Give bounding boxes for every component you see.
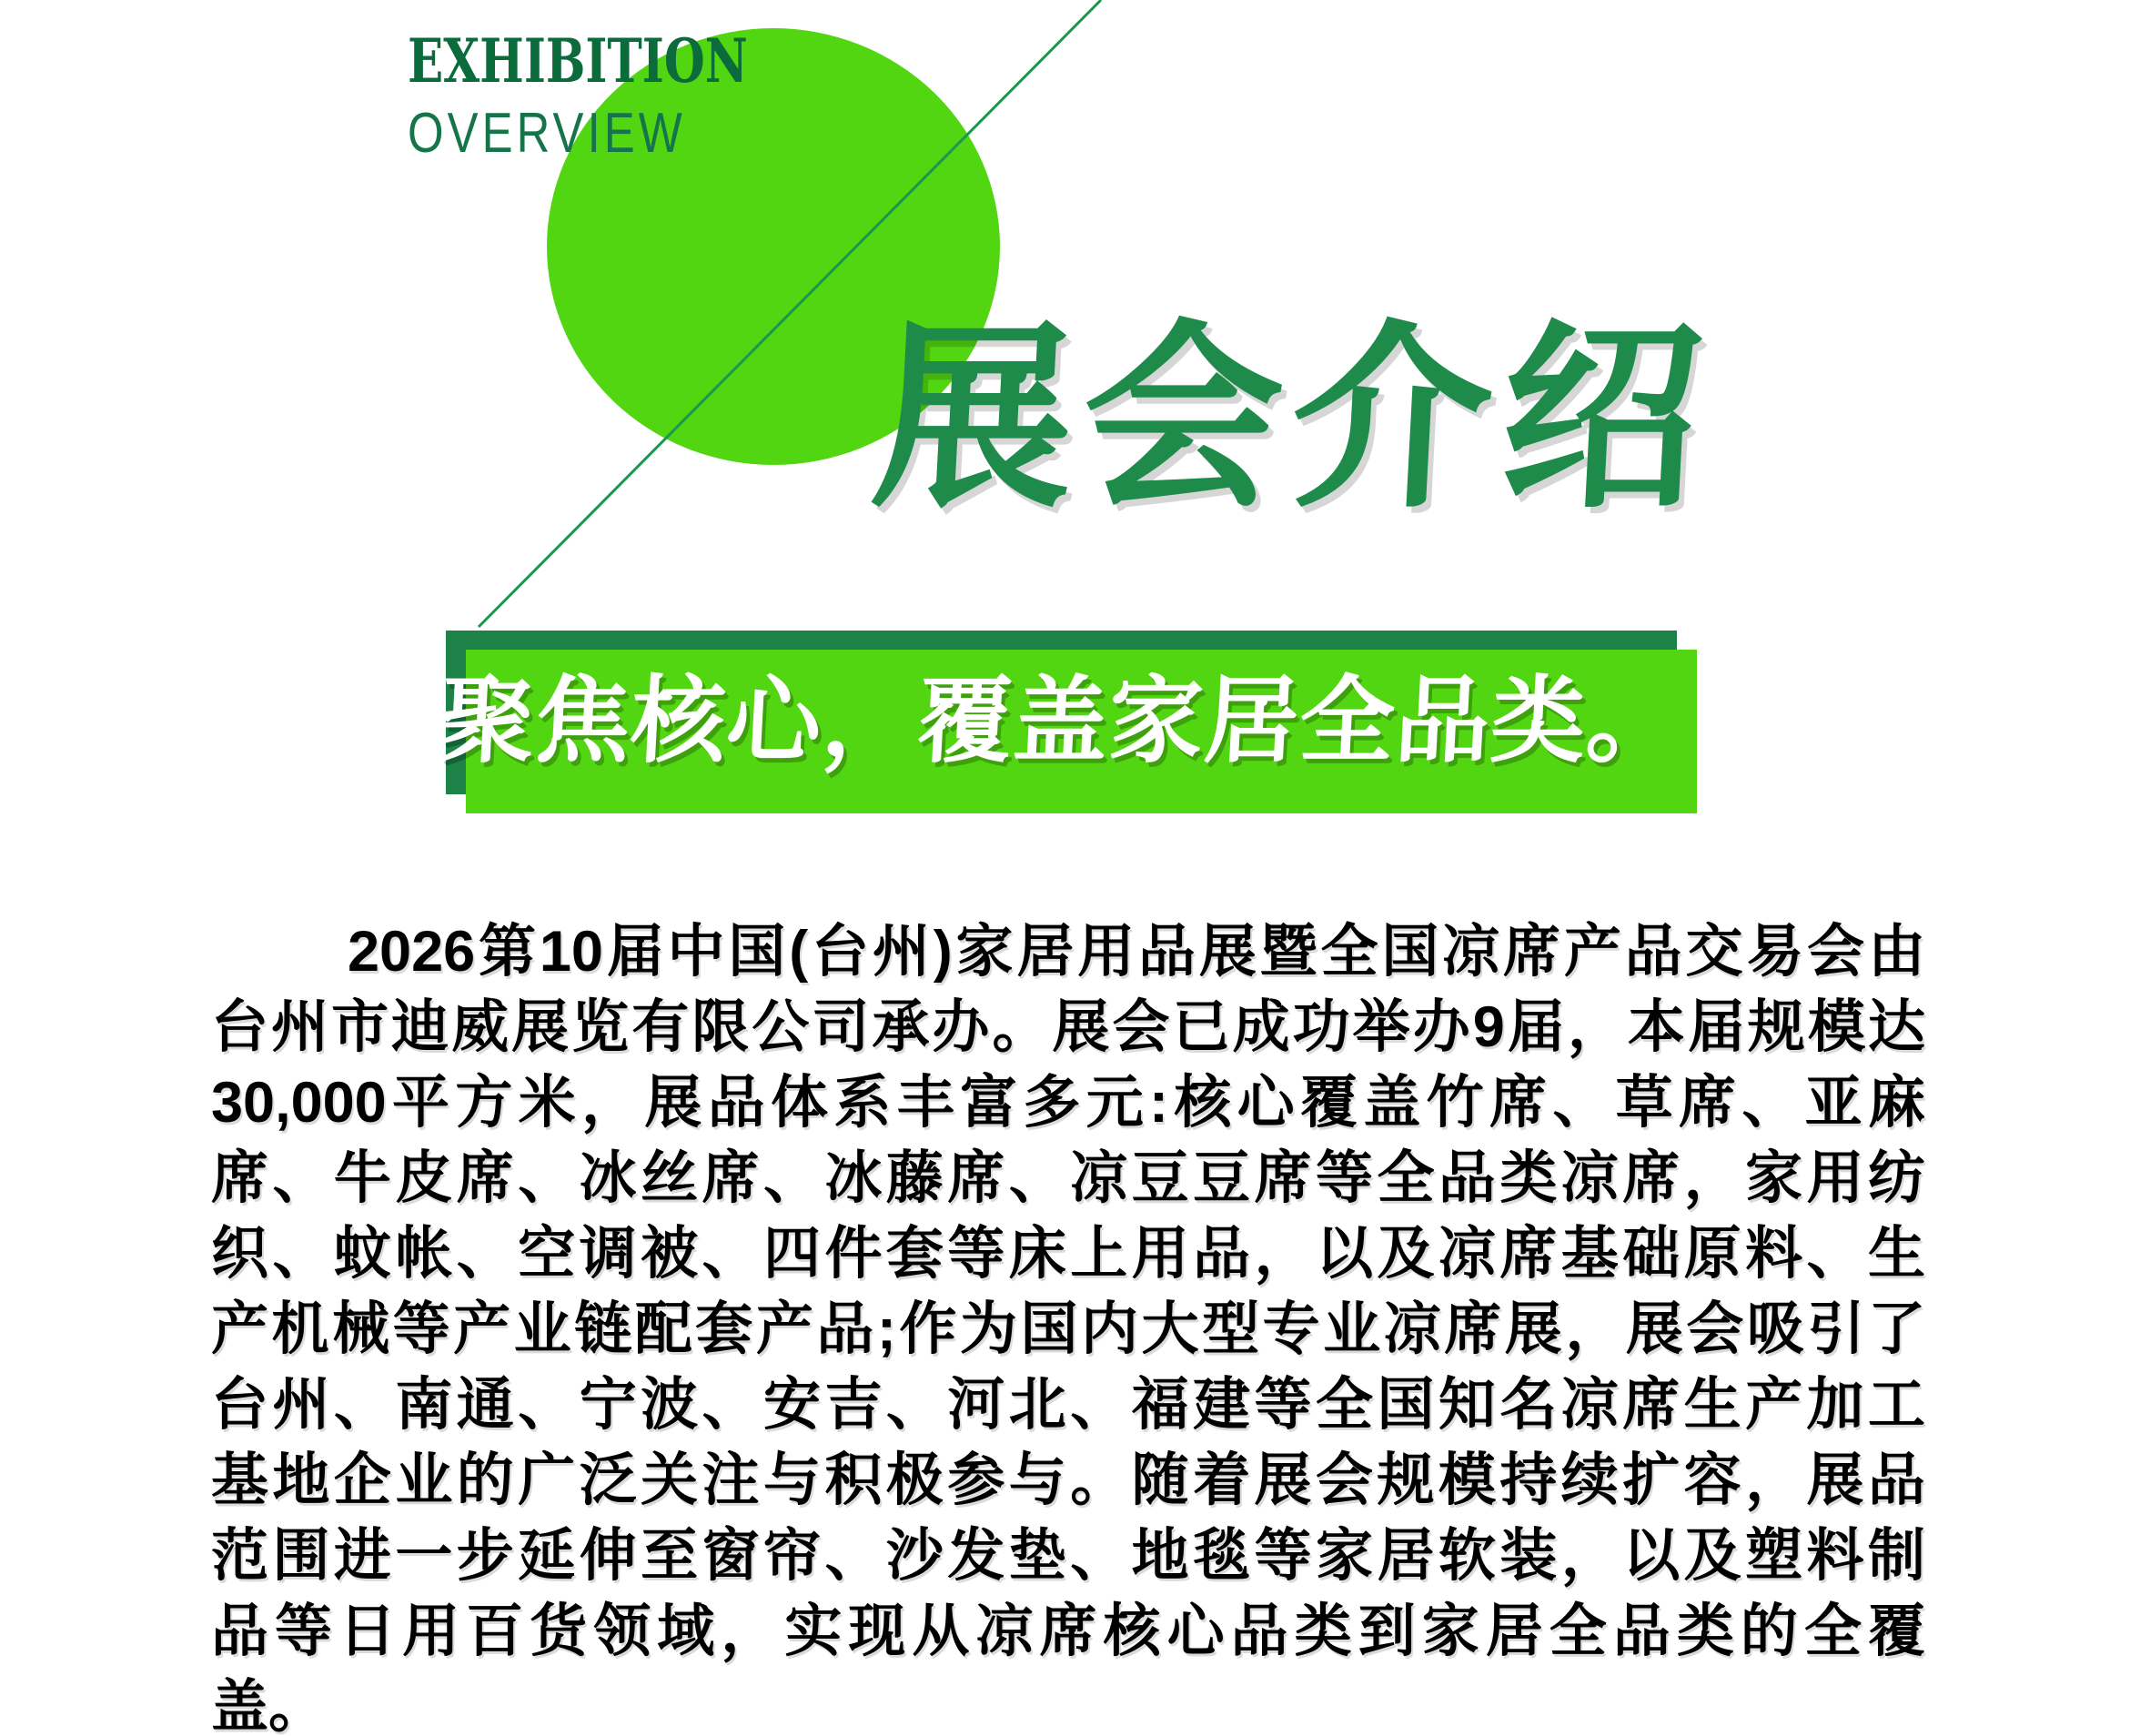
paragraph-line: 2026第10届中国(台州)家居用品展暨全国凉席产品交易会由 [348,920,1925,984]
page-title: 展会介绍 [867,307,1717,530]
slogan-text: 聚焦核心，覆盖家居全品类。 [437,669,1685,774]
eyebrow-overview-label: OVERVIEW [408,102,686,165]
eyebrow-exhibition-label: EXHIBITION [408,25,748,96]
slogan-banner [437,631,1685,794]
paragraph-line: 盖。 [211,1675,326,1736]
intro-paragraph [211,914,1925,1736]
paragraph-line: 基地企业的广泛关注与积极参与。随着展会规模持续扩容，展品 [211,1448,1925,1512]
paragraph-line: 产机械等产业链配套产品;作为国内大型专业凉席展，展会吸引了 [211,1297,1925,1361]
paragraph-line: 织、蚊帐、空调被、四件套等床上用品，以及凉席基础原料、生 [211,1222,1925,1286]
paragraph-line: 台州、南通、宁波、安吉、河北、福建等全国知名凉席生产加工 [211,1373,1925,1437]
paragraph-line: 30,000平方米，展品体系丰富多元:核心覆盖竹席、草席、亚麻 [211,1071,1925,1135]
paragraph-line: 范围进一步延伸至窗帘、沙发垫、地毯等家居软装，以及塑料制 [211,1524,1925,1588]
paragraph-line: 台州市迪威展览有限公司承办。展会已成功举办9届，本届规模达 [211,995,1925,1059]
section-eyebrow [408,25,843,165]
paragraph-line: 品等日用百货领域，实现从凉席核心品类到家居全品类的全覆 [211,1600,1925,1663]
paragraph-line: 席、牛皮席、冰丝席、冰藤席、凉豆豆席等全品类凉席，家用纺 [211,1146,1925,1210]
